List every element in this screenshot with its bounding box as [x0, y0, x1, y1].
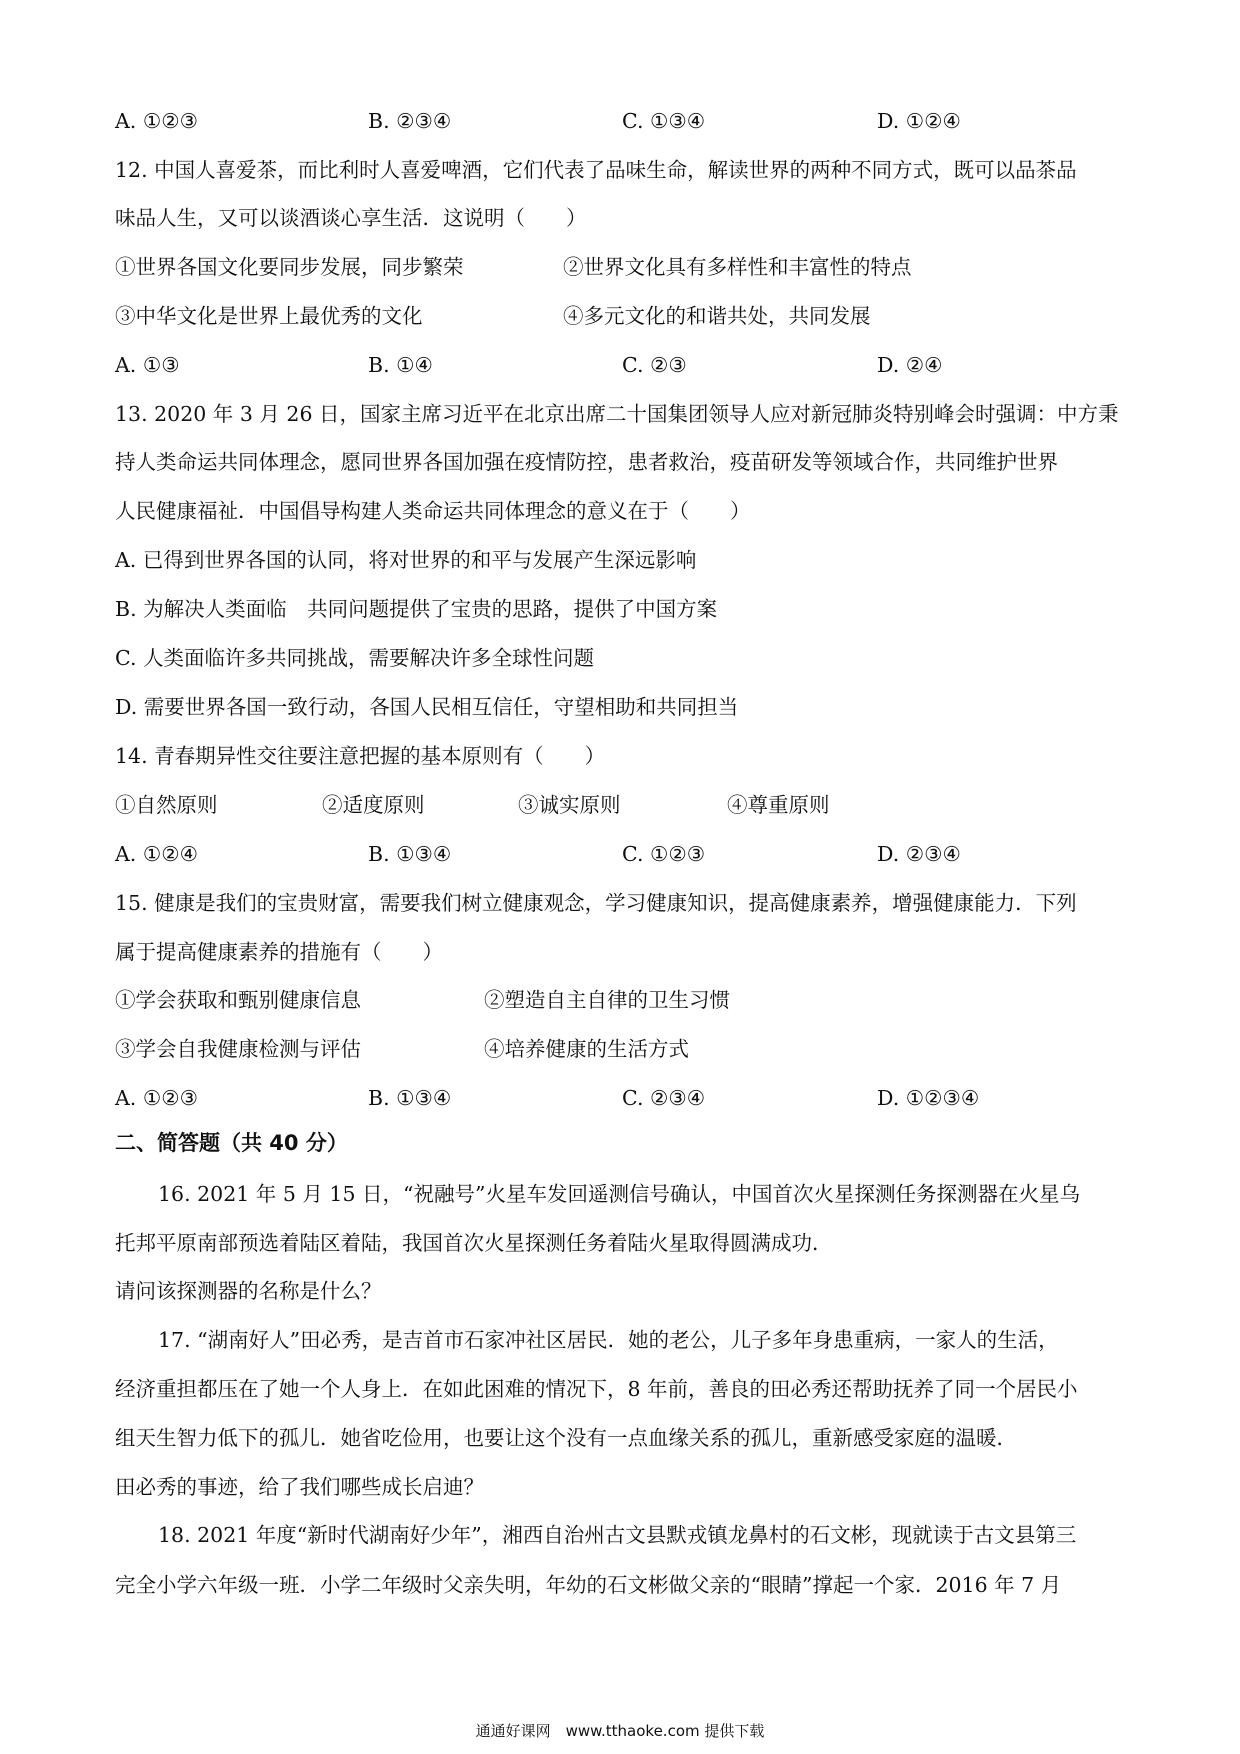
q14-option-c: C. ①②③ — [622, 842, 706, 866]
q13-option-d: D. 需要世界各国一致行动，各国人民相互信任，守望相助和共同担当 — [115, 695, 739, 719]
q15-statement-4: ④培养健康的生活方式 — [484, 1037, 689, 1061]
section-heading: 二、简答题（共 40 分） — [115, 1131, 348, 1155]
q11-option-a: A. ①②③ — [115, 109, 198, 133]
q13-option-c: C. 人类面临许多共同挑战，需要解决许多全球性问题 — [115, 646, 594, 670]
q16-line-1: 16. 2021 年 5 月 15 日，“祝融号”火星车发回遥测信号确认，中国首次火星探测任务探测器在火星乌 — [158, 1182, 1080, 1206]
q14-option-a: A. ①②④ — [115, 842, 198, 866]
footer-watermark: 通通好课网 www.tthaoke.com 提供下载 — [475, 1722, 765, 1740]
q14-statement-2: ②适度原则 — [322, 793, 425, 817]
q14-option-d: D. ②③④ — [877, 842, 961, 866]
q11-option-b: B. ②③④ — [368, 109, 452, 133]
q13-option-a: A. 已得到世界各国的认同，将对世界的和平与发展产生深远影响 — [115, 548, 697, 572]
q11-option-d: D. ①②④ — [877, 109, 961, 133]
q15-option-d: D. ①②③④ — [877, 1086, 980, 1110]
q17-question: 田必秀的事迹，给了我们哪些成长启迪？ — [115, 1475, 484, 1499]
q12-statement-4: ④多元文化的和谐共处，共同发展 — [563, 304, 871, 328]
q18-line-2: 完全小学六年级一班．小学二年级时父亲失明，年幼的石文彬做父亲的“眼睛”撑起一个家．2016 年 7 月 — [115, 1573, 1062, 1597]
q12-option-b: B. ①④ — [368, 353, 433, 377]
q13-stem-line-3: 人民健康福祉．中国倡导构建人类命运共同体理念的意义在于（ ） — [115, 499, 751, 523]
q18-line-1: 18. 2021 年度“新时代湖南好少年”，湘西自治州古文县默戎镇龙鼻村的石文彬，现就读于古文县第三 — [158, 1523, 1077, 1547]
q17-line-1: 17. “湖南好人”田必秀，是吉首市石家冲社区居民．她的老公，儿子多年身患重病，一家人的生活， — [158, 1328, 1059, 1352]
q17-line-3: 组天生智力低下的孤儿．她省吃俭用，也要让这个没有一点血缘关系的孤儿，重新感受家庭的温暖． — [115, 1426, 1017, 1450]
q14-statement-1: ①自然原则 — [115, 793, 218, 817]
q12-option-d: D. ②④ — [877, 353, 943, 377]
q13-stem-line-1: 13. 2020 年 3 月 26 日，国家主席习近平在北京出席二十国集团领导人应对新冠肺炎特别峰会时强调：中方秉 — [115, 402, 1119, 426]
q14-option-b: B. ①③④ — [368, 842, 452, 866]
q12-stem-line-1: 12. 中国人喜爱茶，而比利时人喜爱啤酒，它们代表了品味生命，解读世界的两种不同方式，既可以品茶品 — [115, 158, 1077, 182]
q15-statement-2: ②塑造自主自律的卫生习惯 — [484, 988, 730, 1012]
q15-stem-line-1: 15. 健康是我们的宝贵财富，需要我们树立健康观念，学习健康知识，提高健康素养，增强健康能力．下列 — [115, 891, 1077, 915]
q15-option-a: A. ①②③ — [115, 1086, 198, 1110]
q14-statement-3: ③诚实原则 — [518, 793, 621, 817]
q15-statement-3: ③学会自我健康检测与评估 — [115, 1037, 361, 1061]
q13-stem-line-2: 持人类命运共同体理念，愿同世界各国加强在疫情防控，患者救治，疫苗研发等领域合作，共同维护世界 — [115, 450, 1058, 474]
q12-statement-1: ①世界各国文化要同步发展，同步繁荣 — [115, 255, 464, 279]
q15-option-b: B. ①③④ — [368, 1086, 452, 1110]
q15-option-c: C. ②③④ — [622, 1086, 706, 1110]
q15-statement-1: ①学会获取和甄别健康信息 — [115, 988, 361, 1012]
q12-statement-2: ②世界文化具有多样性和丰富性的特点 — [563, 255, 912, 279]
q12-stem-line-2: 味品人生，又可以谈酒谈心享生活．这说明（ ） — [115, 206, 587, 230]
q14-stem: 14. 青春期异性交往要注意把握的基本原则有（ ） — [115, 744, 606, 768]
q12-option-a: A. ①③ — [115, 353, 180, 377]
q15-stem-line-2: 属于提高健康素养的措施有（ ） — [115, 940, 443, 964]
q14-statement-4: ④尊重原则 — [727, 793, 830, 817]
q13-option-b: B. 为解决人类面临 共同问题提供了宝贵的思路，提供了中国方案 — [115, 597, 718, 621]
q12-option-c: C. ②③ — [622, 353, 687, 377]
q17-line-2: 经济重担都压在了她一个人身上．在如此困难的情况下，8 年前，善良的田必秀还帮助抚养了同一个居民小 — [115, 1377, 1078, 1401]
q11-option-c: C. ①③④ — [622, 109, 706, 133]
q12-statement-3: ③中华文化是世界上最优秀的文化 — [115, 304, 423, 328]
q16-question: 请问该探测器的名称是什么？ — [115, 1279, 382, 1303]
q16-line-2: 托邦平原南部预选着陆区着陆，我国首次火星探测任务着陆火星取得圆满成功． — [115, 1231, 833, 1255]
